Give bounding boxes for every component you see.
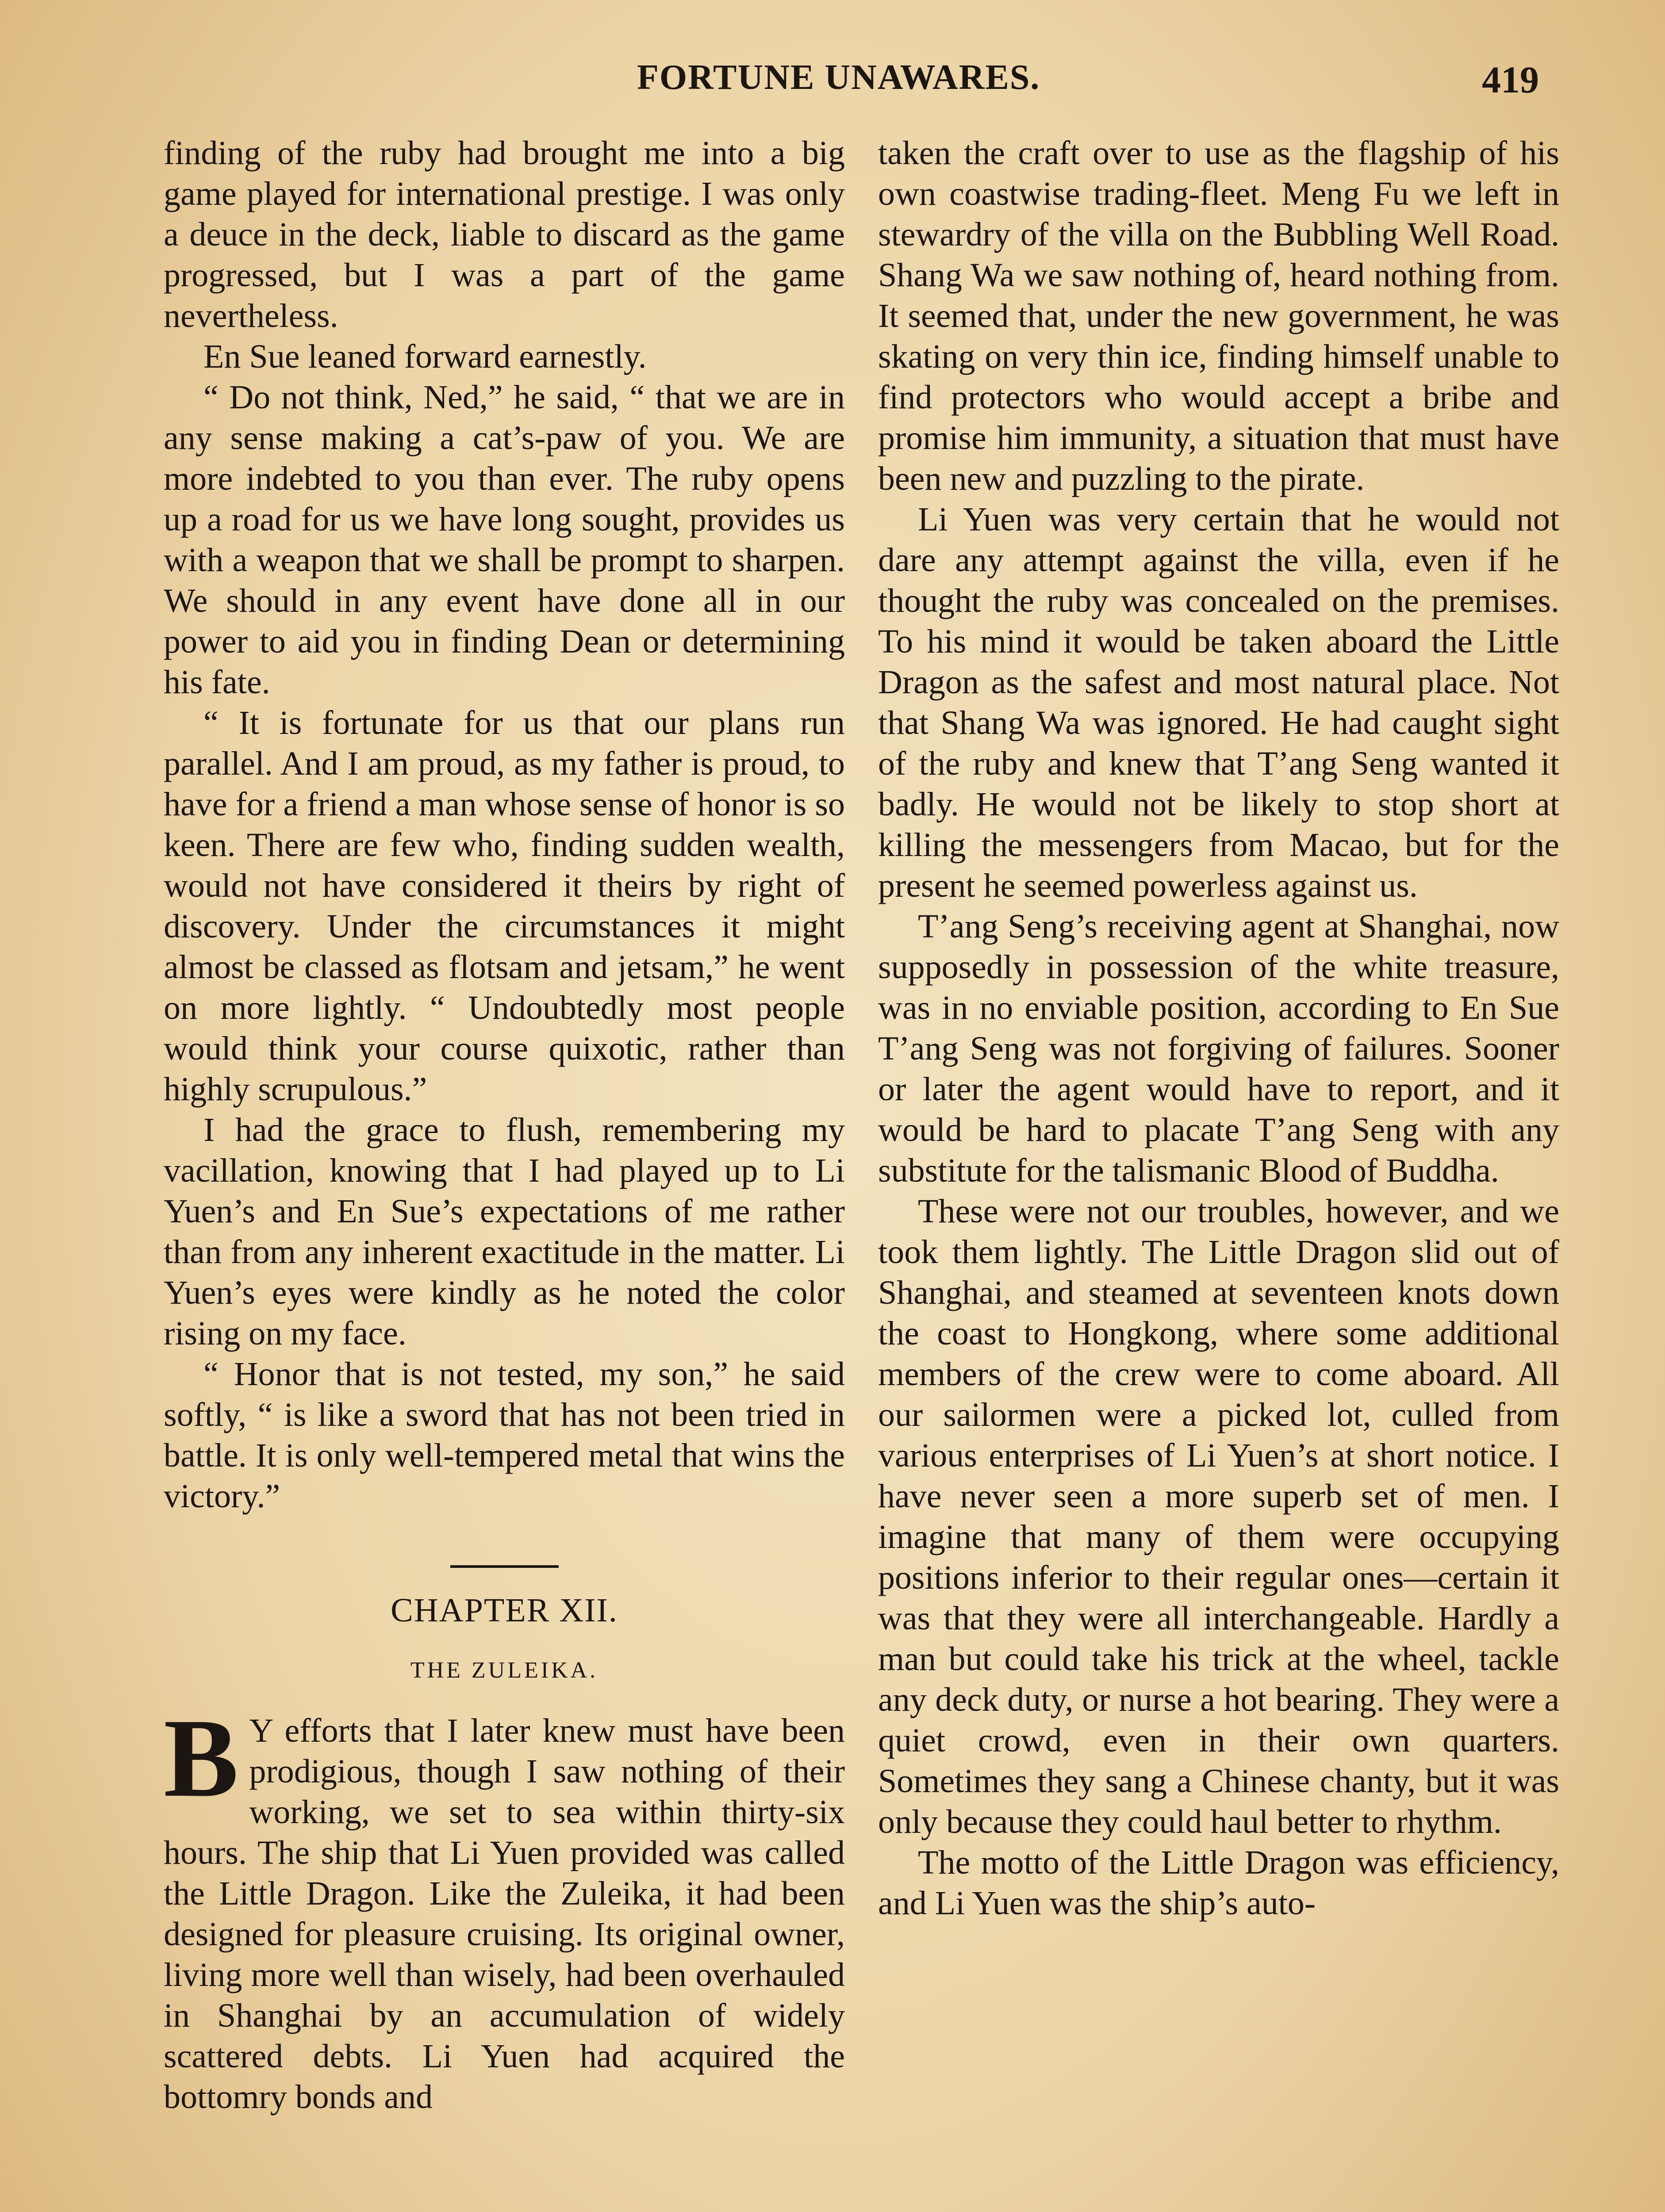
paragraph: These were not our troubles, however, and we took them lightly. The Little Dragon slid out of Shanghai, and steamed at seventeen knots down the coast to Hongkong, where some additional members of the crew were to come aboard. All our sailormen were a picked lot, culled from various enterprises of Li Yuen’s at short notice. I have never seen a more superb set of men. I imagine that many of them were occupying positions inferior to their regular ones—certain it was that they were all interchangeable. Hardly a man but could take his trick at the wheel, tackle any deck duty, or nurse a hot bearing. They were a quiet crowd, even in their own quarters. Sometimes they sang a Chinese chanty, but it was only because they could haul better to rhythm. <box>878 1193 1559 1840</box>
left-column <box>164 133 845 2117</box>
paragraph: I had the grace to flush, remembering my vacillation, knowing that I had played up to Li Yuen’s and En Sue’s expectations of me rather than from any inherent exactitude in the matter. Li Yuen’s eyes were kindly as he noted the color rising on my face. <box>164 1111 845 1352</box>
section-divider <box>450 1565 559 1568</box>
paragraph: “ It is fortunate for us that our plans run parallel. And I am proud, as my father is proud, to have for a friend a man whose sense of honor is so keen. There are few who, finding sudden wealth, would not have considered it theirs by right of discovery. Under the circumstances it might almost be classed as flotsam and jetsam,” he went on more lightly. “ Undoubtedly most people would think your course quixotic, rather than highly scrupulous.” <box>164 704 845 1108</box>
running-head-title: FORTUNE UNAWARES. <box>637 58 1040 97</box>
paragraph: The motto of the Little Dragon was efficiency, and Li Yuen was the ship’s auto- <box>878 1844 1559 1922</box>
drop-cap: B <box>164 1696 239 1820</box>
chapter-subtitle: THE ZULEIKA. <box>410 1658 598 1683</box>
chapter-opening-text: Y efforts that I later knew must have been prodigious, though I saw nothing of their working, we set to sea within thirty-six hours. The ship that Li Yuen provided was called the Little Dragon. Like the Zuleika, it had been designed for pleasure cruising. Its original owner, living more well than wisely, had been overhauled in Shanghai by an accumulation of widely scattered debts. Li Yuen had acquired the bottomry bonds and <box>164 1712 845 2116</box>
paragraph: T’ang Seng’s receiving agent at Shanghai, now supposedly in possession of the white treasure, was in no enviable position, according to En Sue T’ang Seng was not forgiving of failures. Sooner or later the agent would have to report, and it would be hard to placate T’ang Seng with any substitute for the talismanic Blood of Buddha. <box>878 908 1559 1189</box>
paragraph: Li Yuen was very certain that he would not dare any attempt against the villa, even if he thought the ruby was concealed on the premises. To his mind it would be taken aboard the Little Dragon as the safest and most natural place. Not that Shang Wa was ignored. He had caught sight of the ruby and knew that T’ang Seng wanted it badly. He would not be likely to stop short at killing the messengers from Macao, but for the present he seemed powerless against us. <box>878 501 1559 904</box>
paragraph: “ Honor that is not tested, my son,” he said softly, “ is like a sword that has not been tried in battle. It is only well-tempered metal that wins the victory.” <box>164 1356 845 1515</box>
page-number: 419 <box>1482 58 1539 101</box>
chapter-opening-paragraph <box>164 1696 845 2117</box>
page-header <box>0 53 1665 102</box>
paragraph: “ Do not think, Ned,” he said, “ that we are in any sense making a cat’s-paw of you. We are more indebted to you than ever. The ruby opens up a road for us we have long sought, provides us with a weapon that we shall be prompt to sharpen. We should in any event have done all in our power to aid you in finding Dean or determining his fate. <box>164 379 845 701</box>
paragraph: finding of the ruby had brought me into a big game played for international prestige. I was only a deuce in the deck, liable to discard as the game progressed, but I was a part of the game nevertheless. <box>164 134 845 334</box>
right-column <box>878 133 1559 1924</box>
paragraph: taken the craft over to use as the flagship of his own coastwise trading-fleet. Meng Fu we left in stewardry of the villa on the Bubbling Well Road. Shang Wa we saw nothing of, heard nothing from. It seemed that, under the new government, he was skating on very thin ice, finding himself unable to find protectors who would accept a bribe and promise him immunity, a situation that must have been new and puzzling to the pirate. <box>878 134 1559 497</box>
paragraph: En Sue leaned forward earnestly. <box>203 338 647 375</box>
chapter-title: CHAPTER XII. <box>391 1592 618 1629</box>
